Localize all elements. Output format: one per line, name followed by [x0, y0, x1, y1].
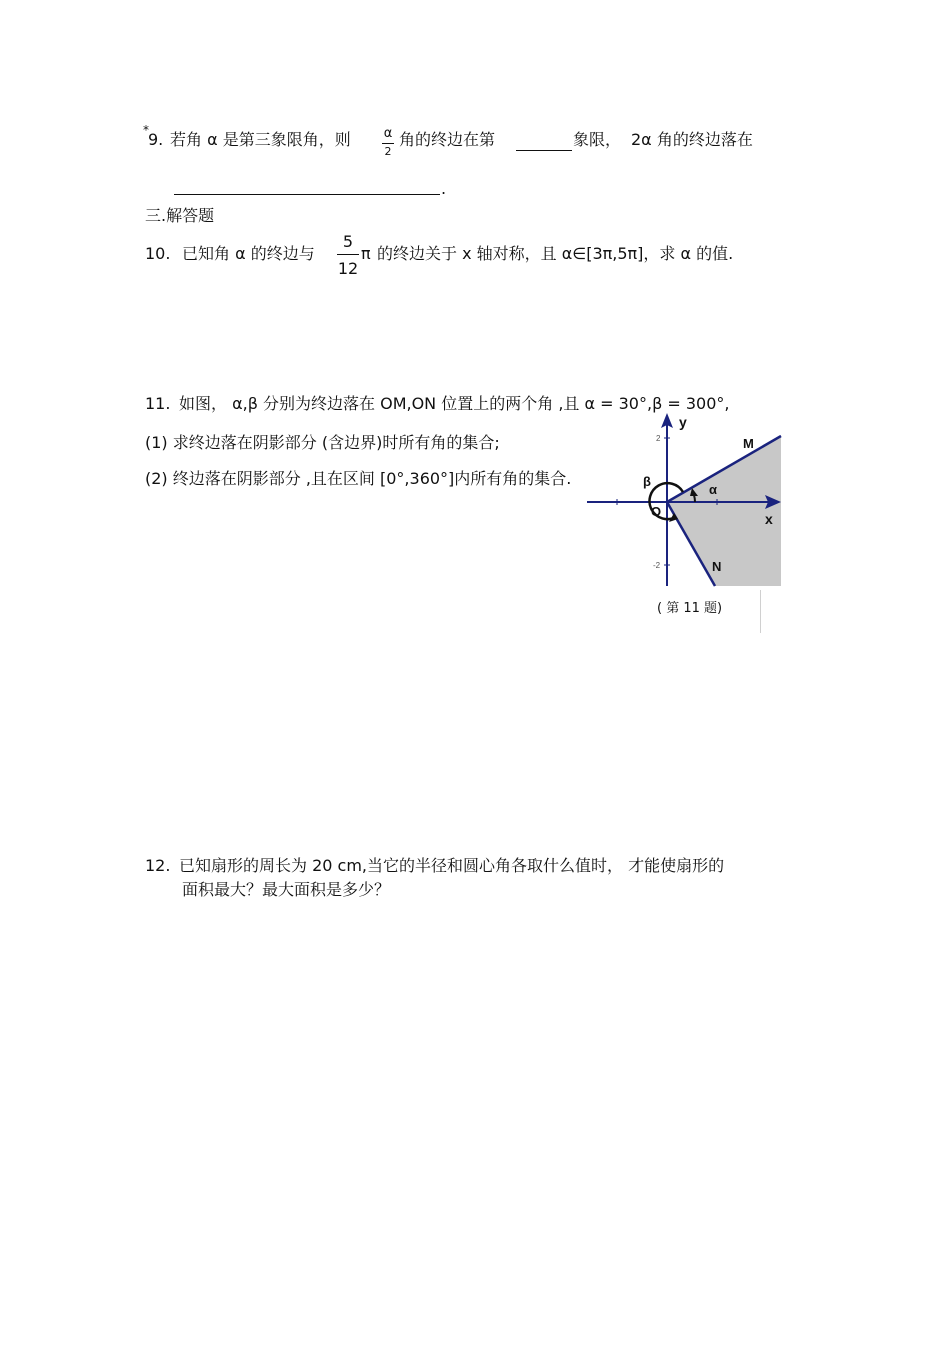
q10-fraction-numerator: 5 — [342, 232, 354, 251]
caption-divider — [760, 590, 761, 633]
label-y: y — [679, 414, 687, 430]
label-m: M — [743, 436, 754, 451]
q10-number: 10. — [145, 244, 171, 263]
q9-number: 9. — [148, 130, 164, 149]
q9-end-period: . — [441, 179, 447, 198]
q9-text-part3: 象限， — [573, 130, 622, 149]
q11-sub1: (1) 求终边落在阴影部分 (含边界)时所有角的集合; — [145, 433, 500, 452]
label-n: N — [712, 559, 722, 574]
q10-pi: π — [361, 244, 371, 263]
q12-line2: 面积最大？最大面积是多少？ — [182, 880, 391, 899]
q9-blank-2 — [174, 194, 440, 195]
q9-text-part2: 角的终边在第 — [399, 130, 496, 149]
q9-fraction-denominator: 2 — [384, 145, 392, 158]
q9-text-part4: 2α 角的终边落在 — [631, 130, 753, 149]
q9-fraction-bar — [382, 143, 394, 144]
q10-fraction-denominator: 12 — [337, 259, 359, 278]
q12-line1: 已知扇形的周长为 20 cm,当它的半径和圆心角各取什么值时， 才能使扇形的 — [179, 856, 725, 875]
q11-number: 11. — [145, 394, 171, 413]
label-x: x — [765, 511, 773, 527]
q11-figure-caption: ( 第 11 题) — [657, 601, 723, 616]
section-title: 三.解答题 — [145, 206, 215, 225]
shaded-region — [667, 436, 781, 586]
q9-text-part1: 若角 α 是第三象限角，则 — [170, 130, 351, 149]
q11-sub2: (2) 终边落在阴影部分 ,且在区间 [0°,360°]内所有角的集合. — [145, 469, 572, 488]
label-beta: β — [643, 474, 651, 489]
q10-text-part2: 的终边关于 x 轴对称，且 α∈[3π,5π]，求 α 的值. — [377, 244, 734, 263]
label-alpha: α — [709, 482, 717, 497]
tick-label-bottom: -2 — [653, 561, 661, 570]
label-o: O — [651, 504, 662, 519]
q10-fraction-bar — [337, 254, 359, 255]
q9-fraction-numerator: α — [383, 126, 393, 141]
q11-intro: 如图， α,β 分别为终边落在 OM,ON 位置上的两个角 ,且 α = 30°,β = 300°, — [179, 394, 730, 413]
alpha-arc — [694, 495, 695, 502]
q9-blank-1 — [516, 150, 572, 151]
q12-number: 12. — [145, 856, 171, 875]
q10-text-part1: 已知角 α 的终边与 — [182, 244, 315, 263]
tick-label-top: 2 — [656, 434, 661, 443]
question-mark: * — [143, 123, 149, 137]
q11-figure — [585, 410, 785, 590]
